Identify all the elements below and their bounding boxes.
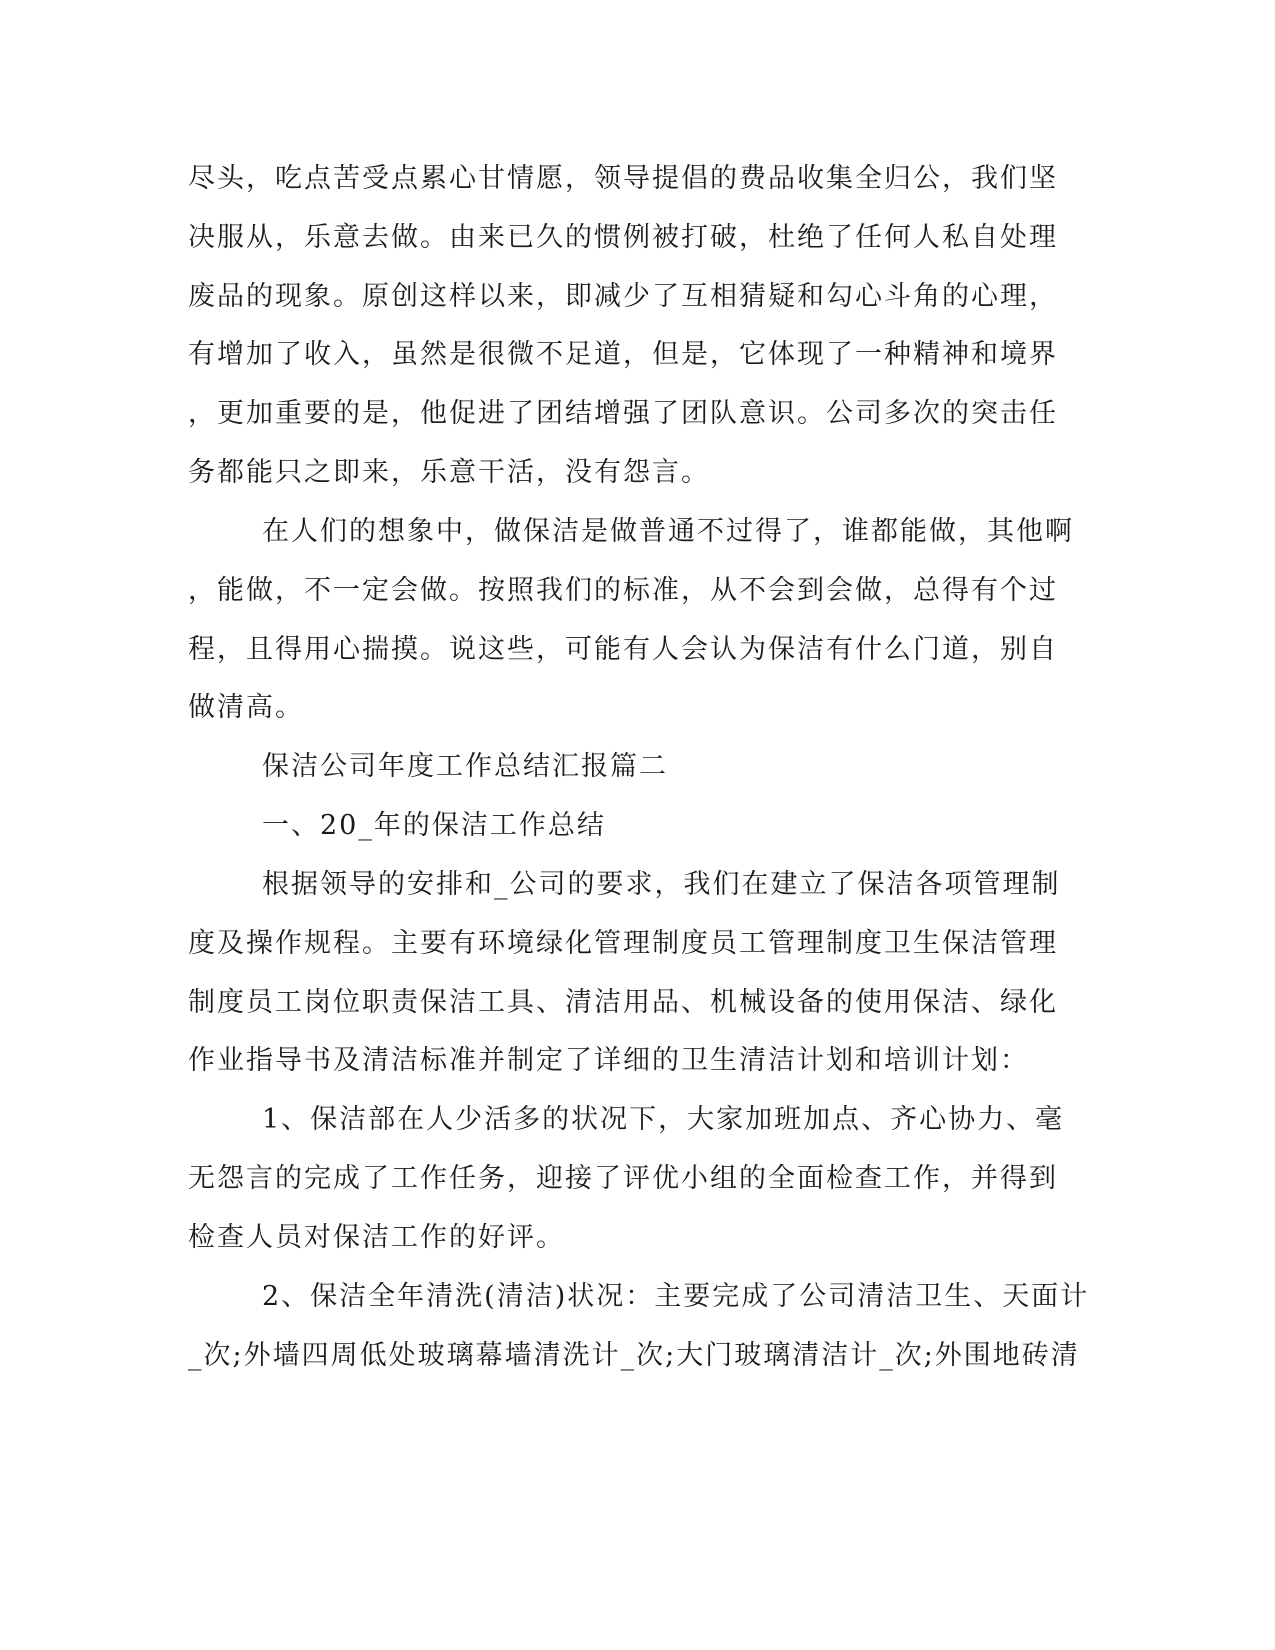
text-line-1: 尽头，吃点苦受点累心甘情愿，领导提倡的费品收集全归公，我们坚 bbox=[188, 163, 1058, 194]
text-line-18: 无怨言的完成了工作任务，迎接了评优小组的全面检查工作，并得到 bbox=[188, 1163, 1058, 1194]
text-line-13: 根据领导的安排和_公司的要求，我们在建立了保洁各项管理制 bbox=[262, 869, 1061, 900]
text-line-3: 废品的现象。原创这样以来，即减少了互相猜疑和勾心斗角的心理， bbox=[188, 281, 1058, 312]
subsection-heading: 一、20_年的保洁工作总结 bbox=[262, 810, 606, 841]
text-line-7: 在人们的想象中，做保洁是做普通不过得了，谁都能做，其他啊 bbox=[262, 516, 1074, 547]
text-line-14: 度及操作规程。主要有环境绿化管理制度员工管理制度卫生保洁管理 bbox=[188, 928, 1058, 959]
text-line-19: 检查人员对保洁工作的好评。 bbox=[188, 1222, 565, 1253]
text-line-2: 决服从，乐意去做。由来已久的惯例被打破，杜绝了任何人私自处理 bbox=[188, 222, 1058, 253]
text-line-4: 有增加了收入，虽然是很微不足道，但是，它体现了一种精神和境界 bbox=[188, 339, 1058, 370]
text-line-20: 2、保洁全年清洗(清洁)状况：主要完成了公司清洁卫生、天面计 bbox=[262, 1281, 1090, 1312]
text-line-15: 制度员工岗位职责保洁工具、清洁用品、机械设备的使用保洁、绿化 bbox=[188, 987, 1058, 1018]
text-line-10: 做清高。 bbox=[188, 692, 304, 723]
text-line-17: 1、保洁部在人少活多的状况下，大家加班加点、齐心协力、毫 bbox=[262, 1104, 1065, 1135]
text-line-8: ，能做，不一定会做。按照我们的标准，从不会到会做，总得有个过 bbox=[188, 575, 1058, 606]
section-heading: 保洁公司年度工作总结汇报篇二 bbox=[262, 751, 668, 782]
text-line-5: ，更加重要的是，他促进了团结增强了团队意识。公司多次的突击任 bbox=[188, 398, 1058, 429]
text-line-16: 作业指导书及清洁标准并制定了详细的卫生清洁计划和培训计划： bbox=[188, 1045, 1029, 1076]
text-line-21: _次;外墙四周低处玻璃幕墙清洗计_次;大门玻璃清洁计_次;外围地砖清 bbox=[188, 1340, 1080, 1371]
text-line-6: 务都能只之即来，乐意干活，没有怨言。 bbox=[188, 457, 710, 488]
text-line-9: 程，且得用心揣摸。说这些，可能有人会认为保洁有什么门道，别自 bbox=[188, 634, 1058, 665]
